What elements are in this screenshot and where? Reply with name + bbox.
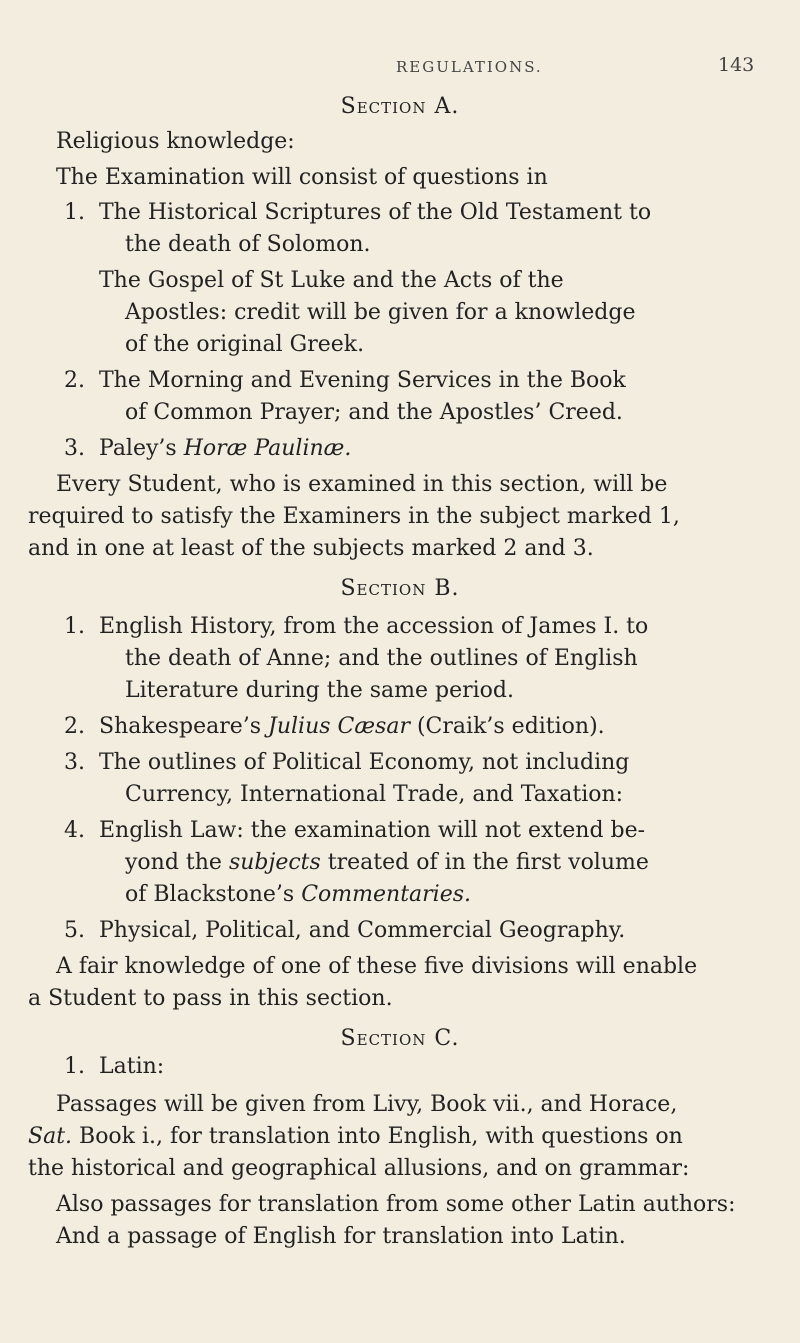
text-line [99,712,605,742]
text-line: The outlines of Political Economy, not including [99,750,630,775]
text-line: English Law: the examination will not extend be- [99,818,646,843]
italic-word: subjects [228,850,321,875]
text-line: Passages will be given from Livy, Book vii., and Horace, [56,1092,678,1117]
text-line [125,880,471,910]
text-span: of Blackstone’s [125,882,302,907]
text-line: Literature during the same period. [125,678,515,703]
text-line: the death of Solomon. [125,232,371,257]
text-line: English History, from the accession of James I. to [99,614,649,639]
item-number: 1. [64,1054,85,1079]
item-number: 2. [64,368,85,393]
item-number: 4. [64,818,85,843]
text-span: yond the [125,850,229,875]
text-line: required to satisfy the Examiners in the subject marked 1, [28,504,680,529]
item-number: 2. [64,714,85,739]
text-line [125,848,649,878]
text-line: The Gospel of St Luke and the Acts of the [99,268,564,293]
section-a-heading: Section A. [340,94,460,119]
text-line: a Student to pass in this section. [28,986,393,1011]
text-span: Shakespeare’s [99,714,269,739]
section-a-subheading: Religious knowledge: [56,129,295,154]
text-line: And a passage of English for translation into Latin. [56,1224,626,1249]
text-line: Also passages for translation from some other Latin authors: [56,1192,736,1217]
italic-title: Horæ Paulinæ. [183,436,352,461]
text-line: The Morning and Evening Services in the Book [99,368,626,393]
text-line: the historical and geographical allusions, and on grammar: [28,1156,690,1181]
item-number: 5. [64,918,85,943]
italic-title: Commentaries. [301,882,472,907]
text-line: Apostles: credit will be given for a knowledge [125,300,636,325]
text-span: (Craik’s edition). [409,714,605,739]
section-c-heading: Section C. [340,1026,460,1051]
item-number: 3. [64,436,85,461]
text-line: Physical, Political, and Commercial Geography. [99,918,626,943]
section-a-intro: The Examination will consist of questions in [56,165,548,190]
text-line: of Common Prayer; and the Apostles’ Creed. [125,400,623,425]
item-number: 3. [64,750,85,775]
text-line: A fair knowledge of one of these five divisions will enable [56,954,698,979]
item-number: 1. [64,200,85,225]
text-line [99,434,351,464]
text-line [28,1122,683,1152]
text-line: The Historical Scriptures of the Old Testament to [99,200,652,225]
section-b-heading: Section B. [340,576,460,601]
text-line: the death of Anne; and the outlines of English [125,646,638,671]
text-line: Latin: [99,1054,165,1079]
text-span: treated of in the first volume [320,850,649,875]
text-line: Currency, International Trade, and Taxation: [125,782,624,807]
text-span: Paley’s [99,436,184,461]
text-line: Every Student, who is examined in this section, will be [56,472,668,497]
running-head: REGULATIONS. [396,58,543,76]
italic-title: Julius Cæsar [268,714,410,739]
text-line: of the original Greek. [125,332,365,357]
page-number: 143 [718,54,755,76]
italic-word: Sat. [28,1124,73,1149]
text-span: Book i., for translation into English, with questions on [72,1124,683,1149]
item-number: 1. [64,614,85,639]
text-line: and in one at least of the subjects marked 2 and 3. [28,536,594,561]
